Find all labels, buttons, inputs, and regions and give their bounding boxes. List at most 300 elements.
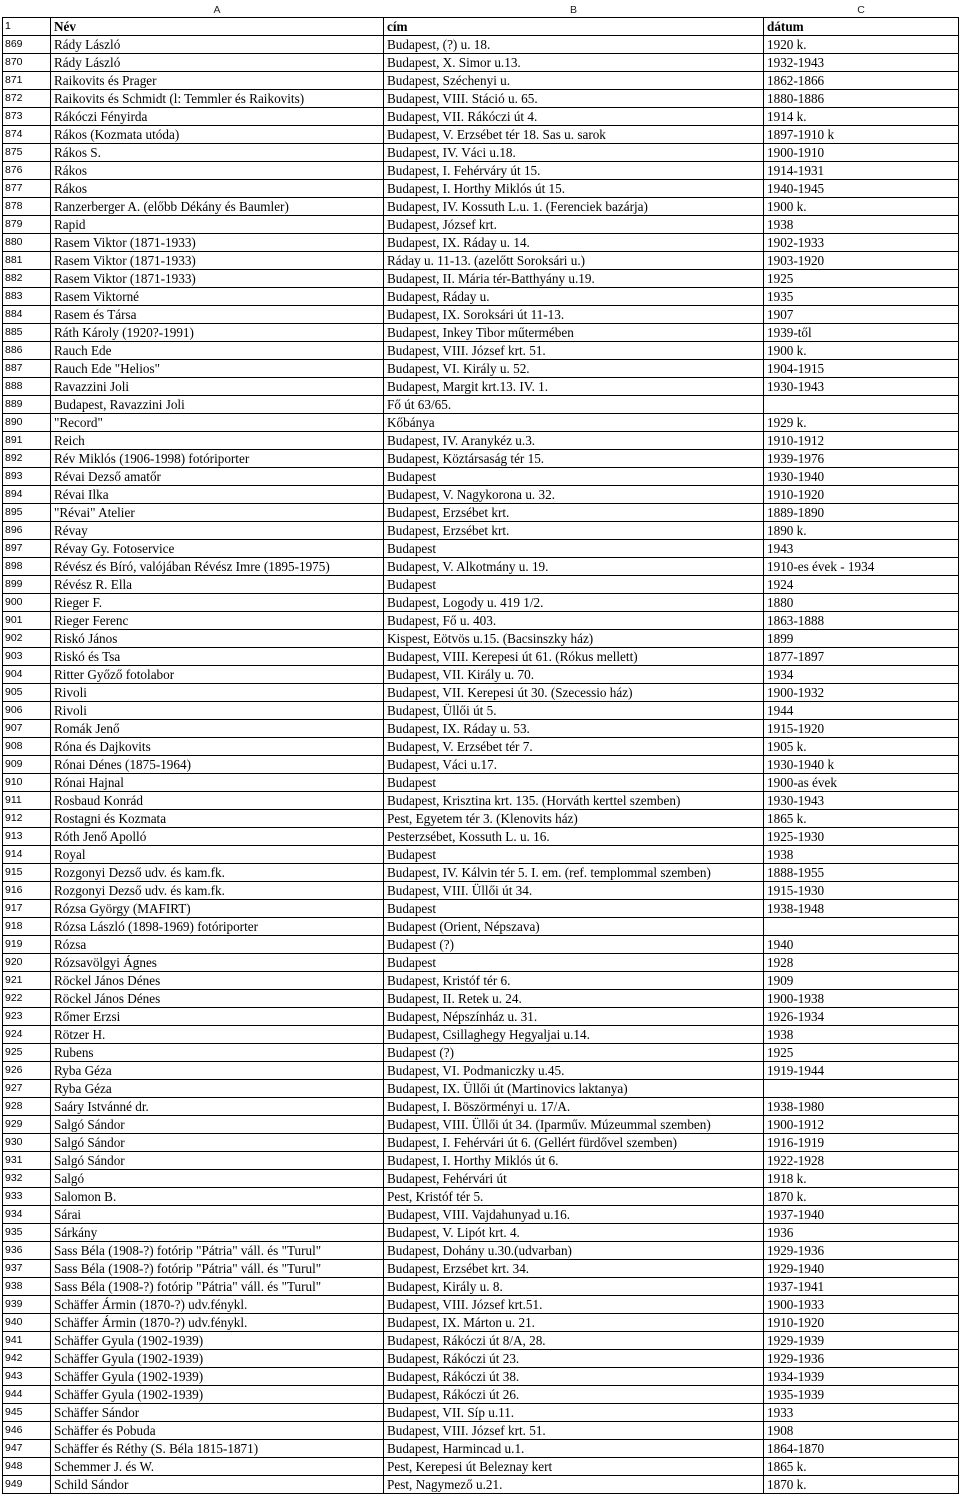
name-cell[interactable]: Ravazzini Joli (51, 378, 384, 396)
date-cell[interactable]: 1900-1910 (764, 144, 959, 162)
name-cell[interactable]: Rákóczi Fényirda (51, 108, 384, 126)
address-cell[interactable]: Pest, Egyetem tér 3. (Klenovits ház) (384, 810, 764, 828)
row-number[interactable]: 929 (3, 1116, 51, 1134)
name-cell[interactable]: Riskó János (51, 630, 384, 648)
name-cell[interactable]: Rasem Viktor (1871-1933) (51, 270, 384, 288)
row-number[interactable]: 895 (3, 504, 51, 522)
row-number[interactable]: 930 (3, 1134, 51, 1152)
date-cell[interactable]: 1919-1944 (764, 1062, 959, 1080)
header-address-cell[interactable]: cím (384, 18, 764, 36)
date-cell[interactable]: 1938-1948 (764, 900, 959, 918)
date-cell[interactable]: 1900-1938 (764, 990, 959, 1008)
name-cell[interactable]: Schäffer és Réthy (S. Béla 1815-1871) (51, 1440, 384, 1458)
date-cell[interactable]: 1935-1939 (764, 1386, 959, 1404)
name-cell[interactable]: Rév Miklós (1906-1998) fotóriporter (51, 450, 384, 468)
row-number[interactable]: 941 (3, 1332, 51, 1350)
row-number[interactable]: 932 (3, 1170, 51, 1188)
name-cell[interactable]: Raikovits és Schmidt (l: Temmler és Raikovits) (51, 90, 384, 108)
address-cell[interactable]: Budapest, IV. Kálvin tér 5. I. em. (ref. templommal szemben) (384, 864, 764, 882)
name-cell[interactable]: Rozgonyi Dezső udv. és kam.fk. (51, 864, 384, 882)
date-cell[interactable]: 1922-1928 (764, 1152, 959, 1170)
row-number[interactable]: 885 (3, 324, 51, 342)
row-number[interactable]: 901 (3, 612, 51, 630)
date-cell[interactable]: 1914-1931 (764, 162, 959, 180)
date-cell[interactable]: 1890 k. (764, 522, 959, 540)
address-cell[interactable]: Pest, Kerepesi út Beleznay kert (384, 1458, 764, 1476)
row-number[interactable]: 908 (3, 738, 51, 756)
row-number[interactable]: 936 (3, 1242, 51, 1260)
name-cell[interactable]: Sass Béla (1908-?) fotórip "Pátria" váll. és "Turul" (51, 1242, 384, 1260)
row-number[interactable]: 925 (3, 1044, 51, 1062)
date-cell[interactable]: 1863-1888 (764, 612, 959, 630)
date-cell[interactable] (764, 918, 959, 936)
row-number[interactable]: 899 (3, 576, 51, 594)
address-cell[interactable]: Budapest, IV. Aranykéz u.3. (384, 432, 764, 450)
address-cell[interactable]: Budapest, V. Nagykorona u. 32. (384, 486, 764, 504)
address-cell[interactable]: Budapest, VI. Podmaniczky u.45. (384, 1062, 764, 1080)
row-number[interactable]: 897 (3, 540, 51, 558)
name-cell[interactable]: Schäffer Gyula (1902-1939) (51, 1368, 384, 1386)
date-cell[interactable]: 1902-1933 (764, 234, 959, 252)
row-number[interactable]: 883 (3, 288, 51, 306)
date-cell[interactable]: 1929-1936 (764, 1242, 959, 1260)
address-cell[interactable]: Budapest, I. Fehérvári út 6. (Gellért fürdővel szemben) (384, 1134, 764, 1152)
date-cell[interactable]: 1940-1945 (764, 180, 959, 198)
address-cell[interactable]: Budapest, Inkey Tibor műtermében (384, 324, 764, 342)
date-cell[interactable]: 1938-1980 (764, 1098, 959, 1116)
name-cell[interactable]: Rákos (Kozmata utóda) (51, 126, 384, 144)
date-cell[interactable]: 1907 (764, 306, 959, 324)
address-cell[interactable]: Budapest, IX. Soroksári út 11-13. (384, 306, 764, 324)
name-cell[interactable]: Röckel János Dénes (51, 972, 384, 990)
row-number[interactable]: 940 (3, 1314, 51, 1332)
name-cell[interactable]: Rötzer H. (51, 1026, 384, 1044)
address-cell[interactable]: Budapest, Margit krt.13. IV. 1. (384, 378, 764, 396)
name-cell[interactable]: Ráth Károly (1920?-1991) (51, 324, 384, 342)
row-number[interactable]: 871 (3, 72, 51, 90)
date-cell[interactable]: 1909 (764, 972, 959, 990)
address-cell[interactable]: Budapest, I. Horthy Miklós út 15. (384, 180, 764, 198)
address-cell[interactable]: Budapest, Rákóczi út 26. (384, 1386, 764, 1404)
row-number[interactable]: 927 (3, 1080, 51, 1098)
name-cell[interactable]: Ryba Géza (51, 1062, 384, 1080)
address-cell[interactable]: Budapest, Kristóf tér 6. (384, 972, 764, 990)
name-cell[interactable]: Schäffer Ármin (1870-?) udv.fénykl. (51, 1314, 384, 1332)
name-cell[interactable]: Sárai (51, 1206, 384, 1224)
name-cell[interactable]: Rieger F. (51, 594, 384, 612)
row-number[interactable]: 886 (3, 342, 51, 360)
name-cell[interactable]: Riskó és Tsa (51, 648, 384, 666)
address-cell[interactable]: Kőbánya (384, 414, 764, 432)
date-cell[interactable]: 1937-1940 (764, 1206, 959, 1224)
name-cell[interactable]: Rády László (51, 36, 384, 54)
name-cell[interactable]: Révai Ilka (51, 486, 384, 504)
address-cell[interactable]: Budapest (?) (384, 1044, 764, 1062)
row-number[interactable]: 1 (3, 18, 51, 36)
name-cell[interactable]: Schäffer Gyula (1902-1939) (51, 1332, 384, 1350)
row-number[interactable]: 948 (3, 1458, 51, 1476)
date-cell[interactable]: 1934-1939 (764, 1368, 959, 1386)
address-cell[interactable]: Budapest (384, 576, 764, 594)
row-number[interactable]: 916 (3, 882, 51, 900)
name-cell[interactable]: Rózsa László (1898-1969) fotóriporter (51, 918, 384, 936)
address-cell[interactable]: Budapest, VIII. József krt. 51. (384, 342, 764, 360)
date-cell[interactable]: 1920 k. (764, 36, 959, 54)
row-number[interactable]: 906 (3, 702, 51, 720)
name-cell[interactable]: Rivoli (51, 684, 384, 702)
address-cell[interactable]: Budapest, V. Lipót krt. 4. (384, 1224, 764, 1242)
address-cell[interactable]: Budapest, VIII. Stáció u. 65. (384, 90, 764, 108)
date-cell[interactable]: 1926-1934 (764, 1008, 959, 1026)
address-cell[interactable]: Budapest, V. Erzsébet tér 7. (384, 738, 764, 756)
date-cell[interactable]: 1928 (764, 954, 959, 972)
name-cell[interactable]: Saáry Istvánné dr. (51, 1098, 384, 1116)
name-cell[interactable]: Révész és Bíró, valójában Révész Imre (1895-1975) (51, 558, 384, 576)
date-cell[interactable]: 1864-1870 (764, 1440, 959, 1458)
row-number[interactable]: 910 (3, 774, 51, 792)
name-cell[interactable]: "Record" (51, 414, 384, 432)
name-cell[interactable]: Rauch Ede (51, 342, 384, 360)
date-cell[interactable]: 1889-1890 (764, 504, 959, 522)
address-cell[interactable]: Fő út 63/65. (384, 396, 764, 414)
row-number[interactable]: 945 (3, 1404, 51, 1422)
address-cell[interactable]: Budapest, Csillaghegy Hegyaljai u.14. (384, 1026, 764, 1044)
date-cell[interactable]: 1900 k. (764, 198, 959, 216)
name-cell[interactable]: Révay Gy. Fotoservice (51, 540, 384, 558)
address-cell[interactable]: Budapest, I. Fehérváry út 15. (384, 162, 764, 180)
date-cell[interactable]: 1930-1940 k (764, 756, 959, 774)
name-cell[interactable]: Rákos S. (51, 144, 384, 162)
row-number[interactable]: 935 (3, 1224, 51, 1242)
name-cell[interactable]: Salgó Sándor (51, 1134, 384, 1152)
name-cell[interactable]: Rády László (51, 54, 384, 72)
address-cell[interactable]: Budapest, VIII. Üllői út 34. (384, 882, 764, 900)
date-cell[interactable]: 1939-1976 (764, 450, 959, 468)
row-number[interactable]: 892 (3, 450, 51, 468)
row-number[interactable]: 907 (3, 720, 51, 738)
row-number[interactable]: 914 (3, 846, 51, 864)
address-cell[interactable]: Budapest, Népszínház u. 31. (384, 1008, 764, 1026)
name-cell[interactable]: Rózsa (51, 936, 384, 954)
row-number[interactable]: 903 (3, 648, 51, 666)
row-number[interactable]: 890 (3, 414, 51, 432)
row-number[interactable]: 878 (3, 198, 51, 216)
name-cell[interactable]: Révay (51, 522, 384, 540)
date-cell[interactable]: 1904-1915 (764, 360, 959, 378)
address-cell[interactable]: Budapest, IX. Ráday u. 53. (384, 720, 764, 738)
date-cell[interactable]: 1910-1912 (764, 432, 959, 450)
address-cell[interactable]: Pesterzsébet, Kossuth L. u. 16. (384, 828, 764, 846)
name-cell[interactable]: Sass Béla (1908-?) fotórip "Pátria" váll. és "Turul" (51, 1278, 384, 1296)
address-cell[interactable]: Budapest, I. Böszörményi u. 17/A. (384, 1098, 764, 1116)
row-number[interactable]: 943 (3, 1368, 51, 1386)
row-number[interactable]: 874 (3, 126, 51, 144)
date-cell[interactable]: 1880 (764, 594, 959, 612)
address-cell[interactable]: Budapest (384, 846, 764, 864)
row-number[interactable]: 881 (3, 252, 51, 270)
date-cell[interactable]: 1925 (764, 1044, 959, 1062)
row-number[interactable]: 887 (3, 360, 51, 378)
date-cell[interactable]: 1939-től (764, 324, 959, 342)
row-number[interactable]: 909 (3, 756, 51, 774)
row-number[interactable]: 920 (3, 954, 51, 972)
address-cell[interactable]: Budapest (384, 954, 764, 972)
row-number[interactable]: 938 (3, 1278, 51, 1296)
name-cell[interactable]: Schäffer és Pobuda (51, 1422, 384, 1440)
date-cell[interactable]: 1932-1943 (764, 54, 959, 72)
name-cell[interactable]: Schild Sándor (51, 1476, 384, 1494)
date-cell[interactable]: 1905 k. (764, 738, 959, 756)
name-cell[interactable]: Raikovits és Prager (51, 72, 384, 90)
address-cell[interactable]: Budapest, Harmincad u.1. (384, 1440, 764, 1458)
name-cell[interactable]: Salgó Sándor (51, 1152, 384, 1170)
row-number[interactable]: 894 (3, 486, 51, 504)
address-cell[interactable]: Budapest, IX. Márton u. 21. (384, 1314, 764, 1332)
column-header-b[interactable]: B (384, 4, 764, 18)
date-cell[interactable]: 1929 k. (764, 414, 959, 432)
address-cell[interactable]: Budapest, Király u. 8. (384, 1278, 764, 1296)
date-cell[interactable]: 1925-1930 (764, 828, 959, 846)
row-number[interactable]: 917 (3, 900, 51, 918)
name-cell[interactable]: Schäffer Ármin (1870-?) udv.fénykl. (51, 1296, 384, 1314)
address-cell[interactable]: Budapest, II. Retek u. 24. (384, 990, 764, 1008)
row-number[interactable]: 891 (3, 432, 51, 450)
date-cell[interactable]: 1900-1933 (764, 1296, 959, 1314)
address-cell[interactable]: Pest, Kristóf tér 5. (384, 1188, 764, 1206)
date-cell[interactable]: 1918 k. (764, 1170, 959, 1188)
row-number[interactable]: 946 (3, 1422, 51, 1440)
name-cell[interactable]: Rauch Ede "Helios" (51, 360, 384, 378)
name-cell[interactable]: Rákos (51, 162, 384, 180)
address-cell[interactable]: Budapest, Széchenyi u. (384, 72, 764, 90)
date-cell[interactable]: 1930-1943 (764, 792, 959, 810)
name-cell[interactable]: Rákos (51, 180, 384, 198)
row-number[interactable]: 947 (3, 1440, 51, 1458)
name-cell[interactable]: Rapid (51, 216, 384, 234)
row-number[interactable]: 924 (3, 1026, 51, 1044)
name-cell[interactable]: Róth Jenő Apolló (51, 828, 384, 846)
row-number[interactable]: 922 (3, 990, 51, 1008)
address-cell[interactable]: Budapest, Erzsébet krt. (384, 504, 764, 522)
address-cell[interactable]: Budapest, József krt. (384, 216, 764, 234)
date-cell[interactable]: 1935 (764, 288, 959, 306)
row-number[interactable]: 882 (3, 270, 51, 288)
date-cell[interactable]: 1929-1940 (764, 1260, 959, 1278)
address-cell[interactable]: Budapest, I. Horthy Miklós út 6. (384, 1152, 764, 1170)
address-cell[interactable]: Budapest, Váci u.17. (384, 756, 764, 774)
address-cell[interactable]: Budapest, V. Erzsébet tér 18. Sas u. sarok (384, 126, 764, 144)
date-cell[interactable]: 1915-1920 (764, 720, 959, 738)
row-number[interactable]: 926 (3, 1062, 51, 1080)
date-cell[interactable]: 1925 (764, 270, 959, 288)
address-cell[interactable]: Budapest, Rákóczi út 8/A, 28. (384, 1332, 764, 1350)
row-number[interactable]: 913 (3, 828, 51, 846)
name-cell[interactable]: Schemmer J. és W. (51, 1458, 384, 1476)
date-cell[interactable] (764, 1080, 959, 1098)
address-cell[interactable]: Budapest, IX. Üllői út (Martinovics laktanya) (384, 1080, 764, 1098)
name-cell[interactable]: Salomon B. (51, 1188, 384, 1206)
date-cell[interactable]: 1929-1939 (764, 1332, 959, 1350)
date-cell[interactable]: 1933 (764, 1404, 959, 1422)
date-cell[interactable]: 1877-1897 (764, 648, 959, 666)
name-cell[interactable]: Rasem Viktor (1871-1933) (51, 252, 384, 270)
name-cell[interactable]: Rasem Viktor (1871-1933) (51, 234, 384, 252)
name-cell[interactable]: Rónai Hajnal (51, 774, 384, 792)
date-cell[interactable]: 1936 (764, 1224, 959, 1242)
address-cell[interactable]: Kispest, Eötvös u.15. (Bacsinszky ház) (384, 630, 764, 648)
date-cell[interactable]: 1929-1936 (764, 1350, 959, 1368)
address-cell[interactable]: Budapest, VII. Király u. 70. (384, 666, 764, 684)
date-cell[interactable]: 1870 k. (764, 1188, 959, 1206)
address-cell[interactable]: Budapest, Fehérvári út (384, 1170, 764, 1188)
name-cell[interactable]: Ritter Győző fotolabor (51, 666, 384, 684)
address-cell[interactable]: Budapest, IV. Kossuth L.u. 1. (Ferenciek bazárja) (384, 198, 764, 216)
row-number[interactable]: 879 (3, 216, 51, 234)
name-cell[interactable]: Rózsavölgyi Ágnes (51, 954, 384, 972)
name-cell[interactable]: Rivoli (51, 702, 384, 720)
name-cell[interactable]: Rosbaud Konrád (51, 792, 384, 810)
date-cell[interactable]: 1862-1866 (764, 72, 959, 90)
address-cell[interactable]: Budapest (384, 774, 764, 792)
column-header-c[interactable]: C (764, 4, 959, 18)
header-name-cell[interactable]: Név (51, 18, 384, 36)
date-cell[interactable]: 1865 k. (764, 810, 959, 828)
row-number[interactable]: 905 (3, 684, 51, 702)
date-cell[interactable]: 1900 k. (764, 342, 959, 360)
row-number[interactable]: 934 (3, 1206, 51, 1224)
date-cell[interactable]: 1924 (764, 576, 959, 594)
date-cell[interactable]: 1900-as évek (764, 774, 959, 792)
date-cell[interactable]: 1900-1932 (764, 684, 959, 702)
date-cell[interactable]: 1930-1940 (764, 468, 959, 486)
date-cell[interactable]: 1870 k. (764, 1476, 959, 1494)
row-number[interactable]: 902 (3, 630, 51, 648)
header-date-cell[interactable]: dátum (764, 18, 959, 36)
address-cell[interactable]: Budapest, X. Simor u.13. (384, 54, 764, 72)
row-number[interactable]: 918 (3, 918, 51, 936)
date-cell[interactable]: 1937-1941 (764, 1278, 959, 1296)
address-cell[interactable]: Budapest, IX. Ráday u. 14. (384, 234, 764, 252)
row-number[interactable]: 937 (3, 1260, 51, 1278)
address-cell[interactable]: Budapest, Krisztina krt. 135. (Horváth kerttel szemben) (384, 792, 764, 810)
name-cell[interactable]: Rieger Ferenc (51, 612, 384, 630)
name-cell[interactable]: Róna és Dajkovits (51, 738, 384, 756)
date-cell[interactable]: 1903-1920 (764, 252, 959, 270)
name-cell[interactable]: Sass Béla (1908-?) fotórip "Pátria" váll. és "Turul" (51, 1260, 384, 1278)
row-number[interactable]: 904 (3, 666, 51, 684)
name-cell[interactable]: Rózsa György (MAFIRT) (51, 900, 384, 918)
date-cell[interactable]: 1897-1910 k (764, 126, 959, 144)
date-cell[interactable] (764, 396, 959, 414)
row-number[interactable]: 869 (3, 36, 51, 54)
column-header-a[interactable]: A (51, 4, 384, 18)
address-cell[interactable]: Budapest (384, 900, 764, 918)
row-number[interactable]: 921 (3, 972, 51, 990)
address-cell[interactable]: Budapest, VII. Kerepesi út 30. (Szecessio ház) (384, 684, 764, 702)
row-number[interactable]: 900 (3, 594, 51, 612)
row-number[interactable]: 928 (3, 1098, 51, 1116)
name-cell[interactable]: Salgó Sándor (51, 1116, 384, 1134)
row-number[interactable]: 896 (3, 522, 51, 540)
row-number[interactable]: 933 (3, 1188, 51, 1206)
name-cell[interactable]: Romák Jenő (51, 720, 384, 738)
date-cell[interactable]: 1934 (764, 666, 959, 684)
row-number[interactable]: 876 (3, 162, 51, 180)
date-cell[interactable]: 1938 (764, 846, 959, 864)
name-cell[interactable]: Rasem és Társa (51, 306, 384, 324)
name-cell[interactable]: Rostagni és Kozmata (51, 810, 384, 828)
name-cell[interactable]: Révész R. Ella (51, 576, 384, 594)
date-cell[interactable]: 1908 (764, 1422, 959, 1440)
address-cell[interactable]: Budapest, II. Mária tér-Batthyány u.19. (384, 270, 764, 288)
date-cell[interactable]: 1900-1912 (764, 1116, 959, 1134)
row-number[interactable]: 893 (3, 468, 51, 486)
address-cell[interactable]: Budapest, VIII. József krt.51. (384, 1296, 764, 1314)
address-cell[interactable]: Budapest, Fő u. 403. (384, 612, 764, 630)
name-cell[interactable]: Ranzerberger A. (előbb Dékány és Baumler) (51, 198, 384, 216)
name-cell[interactable]: Rőmer Erzsi (51, 1008, 384, 1026)
row-number[interactable]: 877 (3, 180, 51, 198)
name-cell[interactable]: Rubens (51, 1044, 384, 1062)
row-number[interactable]: 923 (3, 1008, 51, 1026)
name-cell[interactable]: Budapest, Ravazzini Joli (51, 396, 384, 414)
row-number[interactable]: 870 (3, 54, 51, 72)
date-cell[interactable]: 1940 (764, 936, 959, 954)
row-number[interactable]: 873 (3, 108, 51, 126)
date-cell[interactable]: 1938 (764, 216, 959, 234)
address-cell[interactable]: Budapest (?) (384, 936, 764, 954)
address-cell[interactable]: Budapest, Erzsébet krt. (384, 522, 764, 540)
name-cell[interactable]: "Révai" Atelier (51, 504, 384, 522)
name-cell[interactable]: Ryba Géza (51, 1080, 384, 1098)
date-cell[interactable]: 1880-1886 (764, 90, 959, 108)
address-cell[interactable]: Budapest, IV. Váci u.18. (384, 144, 764, 162)
address-cell[interactable]: Budapest, Rákóczi út 23. (384, 1350, 764, 1368)
row-number[interactable]: 949 (3, 1476, 51, 1494)
address-cell[interactable]: Budapest, VIII. Kerepesi út 61. (Rókus mellett) (384, 648, 764, 666)
date-cell[interactable]: 1943 (764, 540, 959, 558)
row-number[interactable]: 880 (3, 234, 51, 252)
date-cell[interactable]: 1914 k. (764, 108, 959, 126)
name-cell[interactable]: Röckel János Dénes (51, 990, 384, 1008)
row-number[interactable]: 912 (3, 810, 51, 828)
name-cell[interactable]: Salgó (51, 1170, 384, 1188)
name-cell[interactable]: Schäffer Sándor (51, 1404, 384, 1422)
address-cell[interactable]: Budapest, Ráday u. (384, 288, 764, 306)
address-cell[interactable]: Budapest, Köztársaság tér 15. (384, 450, 764, 468)
name-cell[interactable]: Reich (51, 432, 384, 450)
date-cell[interactable]: 1938 (764, 1026, 959, 1044)
address-cell[interactable]: Budapest, Dohány u.30.(udvarban) (384, 1242, 764, 1260)
name-cell[interactable]: Royal (51, 846, 384, 864)
address-cell[interactable]: Ráday u. 11-13. (azelőtt Soroksári u.) (384, 252, 764, 270)
date-cell[interactable]: 1865 k. (764, 1458, 959, 1476)
row-number[interactable]: 915 (3, 864, 51, 882)
address-cell[interactable]: Budapest, Logody u. 419 1/2. (384, 594, 764, 612)
address-cell[interactable]: Budapest, V. Alkotmány u. 19. (384, 558, 764, 576)
address-cell[interactable]: Budapest, Erzsébet krt. 34. (384, 1260, 764, 1278)
date-cell[interactable]: 1910-es évek - 1934 (764, 558, 959, 576)
name-cell[interactable]: Sárkány (51, 1224, 384, 1242)
row-number[interactable]: 939 (3, 1296, 51, 1314)
address-cell[interactable]: Budapest (384, 540, 764, 558)
name-cell[interactable]: Schäffer Gyula (1902-1939) (51, 1350, 384, 1368)
date-cell[interactable]: 1915-1930 (764, 882, 959, 900)
corner-cell[interactable] (3, 4, 51, 18)
address-cell[interactable]: Budapest (384, 468, 764, 486)
date-cell[interactable]: 1944 (764, 702, 959, 720)
address-cell[interactable]: Budapest, Rákóczi út 38. (384, 1368, 764, 1386)
